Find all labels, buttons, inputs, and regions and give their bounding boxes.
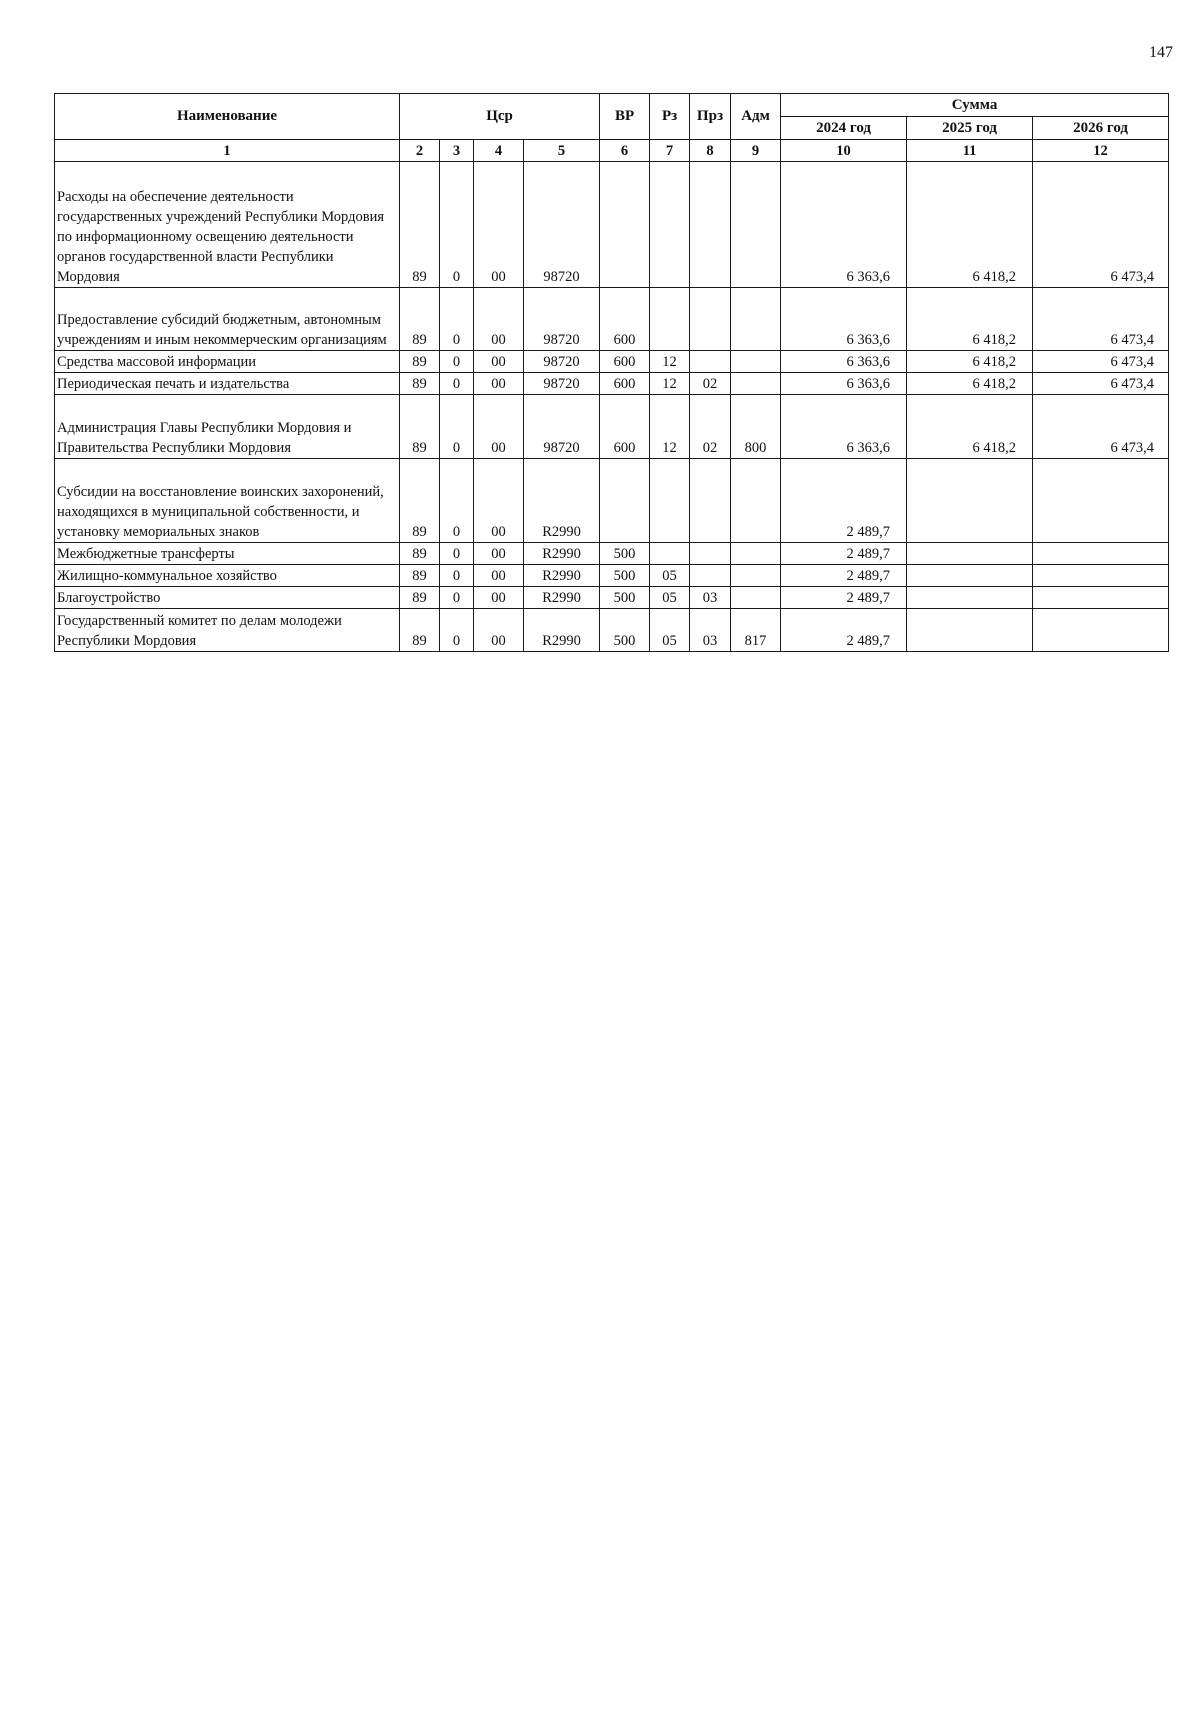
column-number: 3	[440, 140, 474, 162]
row-csr-part4: 98720	[524, 288, 600, 351]
row-rz	[650, 459, 690, 543]
row-csr-part2: 0	[440, 373, 474, 395]
row-sum-2026	[1033, 459, 1169, 543]
row-csr-part1: 89	[400, 288, 440, 351]
column-number: 5	[524, 140, 600, 162]
row-csr-part4: R2990	[524, 565, 600, 587]
table-row	[55, 609, 1169, 652]
row-vr	[600, 162, 650, 288]
table-row	[55, 373, 1169, 395]
row-csr-part1: 89	[400, 395, 440, 459]
header-year-2026: 2026 год	[1033, 117, 1169, 140]
row-csr-part2: 0	[440, 288, 474, 351]
table-row	[55, 162, 1169, 288]
table-row	[55, 565, 1169, 587]
row-adm: 800	[731, 395, 781, 459]
row-sum-2024: 2 489,7	[781, 587, 907, 609]
row-rz	[650, 288, 690, 351]
row-sum-2025: 6 418,2	[907, 395, 1033, 459]
row-name: Благоустройство	[55, 587, 400, 609]
row-csr-part4: R2990	[524, 459, 600, 543]
row-sum-2025: 6 418,2	[907, 162, 1033, 288]
column-number: 1	[55, 140, 400, 162]
row-adm	[731, 543, 781, 565]
row-rz: 05	[650, 565, 690, 587]
row-csr-part2: 0	[440, 587, 474, 609]
row-sum-2026: 6 473,4	[1033, 395, 1169, 459]
row-csr-part1: 89	[400, 351, 440, 373]
row-name: Администрация Главы Республики Мордовия и Правительства Республики Мордовия	[55, 395, 400, 459]
row-sum-2024: 6 363,6	[781, 395, 907, 459]
row-rz	[650, 162, 690, 288]
row-name: Государственный комитет по делам молодежи Республики Мордовия	[55, 609, 400, 652]
column-number: 8	[690, 140, 731, 162]
row-csr-part3: 00	[474, 565, 524, 587]
table-row	[55, 395, 1169, 459]
row-csr-part1: 89	[400, 162, 440, 288]
row-vr: 600	[600, 288, 650, 351]
row-prz: 02	[690, 395, 731, 459]
row-sum-2026: 6 473,4	[1033, 288, 1169, 351]
row-rz: 12	[650, 373, 690, 395]
row-csr-part3: 00	[474, 587, 524, 609]
row-csr-part1: 89	[400, 565, 440, 587]
row-csr-part3: 00	[474, 543, 524, 565]
row-rz: 12	[650, 395, 690, 459]
budget-table	[54, 93, 1169, 652]
row-csr-part4: 98720	[524, 351, 600, 373]
row-adm	[731, 162, 781, 288]
row-adm	[731, 288, 781, 351]
row-csr-part2: 0	[440, 565, 474, 587]
row-csr-part3: 00	[474, 459, 524, 543]
row-csr-part2: 0	[440, 609, 474, 652]
row-vr: 500	[600, 587, 650, 609]
row-csr-part3: 00	[474, 351, 524, 373]
table-row	[55, 543, 1169, 565]
row-sum-2024: 6 363,6	[781, 351, 907, 373]
row-sum-2025: 6 418,2	[907, 373, 1033, 395]
row-sum-2024: 2 489,7	[781, 543, 907, 565]
row-csr-part1: 89	[400, 609, 440, 652]
row-csr-part4: R2990	[524, 609, 600, 652]
row-prz	[690, 288, 731, 351]
row-vr: 500	[600, 609, 650, 652]
row-sum-2026: 6 473,4	[1033, 351, 1169, 373]
row-rz	[650, 543, 690, 565]
row-prz: 03	[690, 609, 731, 652]
column-number: 10	[781, 140, 907, 162]
table-row	[55, 288, 1169, 351]
row-csr-part3: 00	[474, 395, 524, 459]
row-sum-2026: 6 473,4	[1033, 162, 1169, 288]
row-sum-2026	[1033, 587, 1169, 609]
row-csr-part4: 98720	[524, 373, 600, 395]
row-name: Межбюджетные трансферты	[55, 543, 400, 565]
row-sum-2025	[907, 565, 1033, 587]
row-csr-part2: 0	[440, 162, 474, 288]
header-year-2025: 2025 год	[907, 117, 1033, 140]
row-sum-2025: 6 418,2	[907, 351, 1033, 373]
column-number: 6	[600, 140, 650, 162]
row-csr-part2: 0	[440, 395, 474, 459]
row-name: Расходы на обеспечение деятельности государственных учреждений Республики Мордовия по информационному освещению деятельности органов государственной власти Республики Мордовия	[55, 162, 400, 288]
row-vr: 600	[600, 351, 650, 373]
header-row-1	[55, 94, 1169, 117]
row-sum-2026	[1033, 609, 1169, 652]
row-vr: 500	[600, 565, 650, 587]
row-csr-part1: 89	[400, 543, 440, 565]
row-prz	[690, 162, 731, 288]
row-sum-2025	[907, 459, 1033, 543]
row-name: Жилищно-коммунальное хозяйство	[55, 565, 400, 587]
row-name: Субсидии на восстановление воинских захоронений, находящихся в муниципальной собственности, и установку мемориальных знаков	[55, 459, 400, 543]
row-sum-2024: 6 363,6	[781, 162, 907, 288]
column-number: 12	[1033, 140, 1169, 162]
row-vr: 600	[600, 373, 650, 395]
table-row	[55, 351, 1169, 373]
row-adm	[731, 459, 781, 543]
row-csr-part4: 98720	[524, 395, 600, 459]
row-sum-2024: 6 363,6	[781, 373, 907, 395]
row-csr-part2: 0	[440, 543, 474, 565]
row-sum-2024: 2 489,7	[781, 565, 907, 587]
row-prz	[690, 351, 731, 373]
row-prz	[690, 543, 731, 565]
row-name: Предоставление субсидий бюджетным, автономным учреждениям и иным некоммерческим организациям	[55, 288, 400, 351]
row-adm	[731, 587, 781, 609]
row-sum-2025	[907, 609, 1033, 652]
row-csr-part2: 0	[440, 351, 474, 373]
header-sum: Сумма	[781, 94, 1169, 117]
row-csr-part4: R2990	[524, 587, 600, 609]
column-number: 9	[731, 140, 781, 162]
row-prz: 03	[690, 587, 731, 609]
row-vr: 600	[600, 395, 650, 459]
header-year-2024: 2024 год	[781, 117, 907, 140]
header-vr: ВР	[600, 94, 650, 140]
page-number: 147	[1149, 44, 1173, 61]
column-number: 11	[907, 140, 1033, 162]
column-numbers-row	[55, 140, 1169, 162]
column-number: 2	[400, 140, 440, 162]
row-adm: 817	[731, 609, 781, 652]
row-csr-part1: 89	[400, 459, 440, 543]
row-adm	[731, 373, 781, 395]
header-prz: Прз	[690, 94, 731, 140]
column-number: 7	[650, 140, 690, 162]
header-adm: Адм	[731, 94, 781, 140]
row-sum-2026: 6 473,4	[1033, 373, 1169, 395]
row-csr-part4: R2990	[524, 543, 600, 565]
row-sum-2025: 6 418,2	[907, 288, 1033, 351]
row-csr-part1: 89	[400, 373, 440, 395]
column-number: 4	[474, 140, 524, 162]
row-rz: 12	[650, 351, 690, 373]
row-csr-part1: 89	[400, 587, 440, 609]
row-adm	[731, 351, 781, 373]
row-rz: 05	[650, 609, 690, 652]
row-rz: 05	[650, 587, 690, 609]
row-name: Периодическая печать и издательства	[55, 373, 400, 395]
header-rz: Рз	[650, 94, 690, 140]
row-sum-2024: 6 363,6	[781, 288, 907, 351]
header-csr: Цср	[400, 94, 600, 140]
row-csr-part3: 00	[474, 288, 524, 351]
table-row	[55, 587, 1169, 609]
header-name: Наименование	[55, 94, 400, 140]
row-sum-2025	[907, 587, 1033, 609]
row-sum-2025	[907, 543, 1033, 565]
row-csr-part3: 00	[474, 373, 524, 395]
row-sum-2024: 2 489,7	[781, 609, 907, 652]
row-sum-2026	[1033, 565, 1169, 587]
table-row	[55, 459, 1169, 543]
row-sum-2026	[1033, 543, 1169, 565]
row-csr-part2: 0	[440, 459, 474, 543]
row-csr-part4: 98720	[524, 162, 600, 288]
row-vr	[600, 459, 650, 543]
row-vr: 500	[600, 543, 650, 565]
row-csr-part3: 00	[474, 162, 524, 288]
row-prz	[690, 459, 731, 543]
row-prz	[690, 565, 731, 587]
row-adm	[731, 565, 781, 587]
row-prz: 02	[690, 373, 731, 395]
row-sum-2024: 2 489,7	[781, 459, 907, 543]
row-name: Средства массовой информации	[55, 351, 400, 373]
row-csr-part3: 00	[474, 609, 524, 652]
